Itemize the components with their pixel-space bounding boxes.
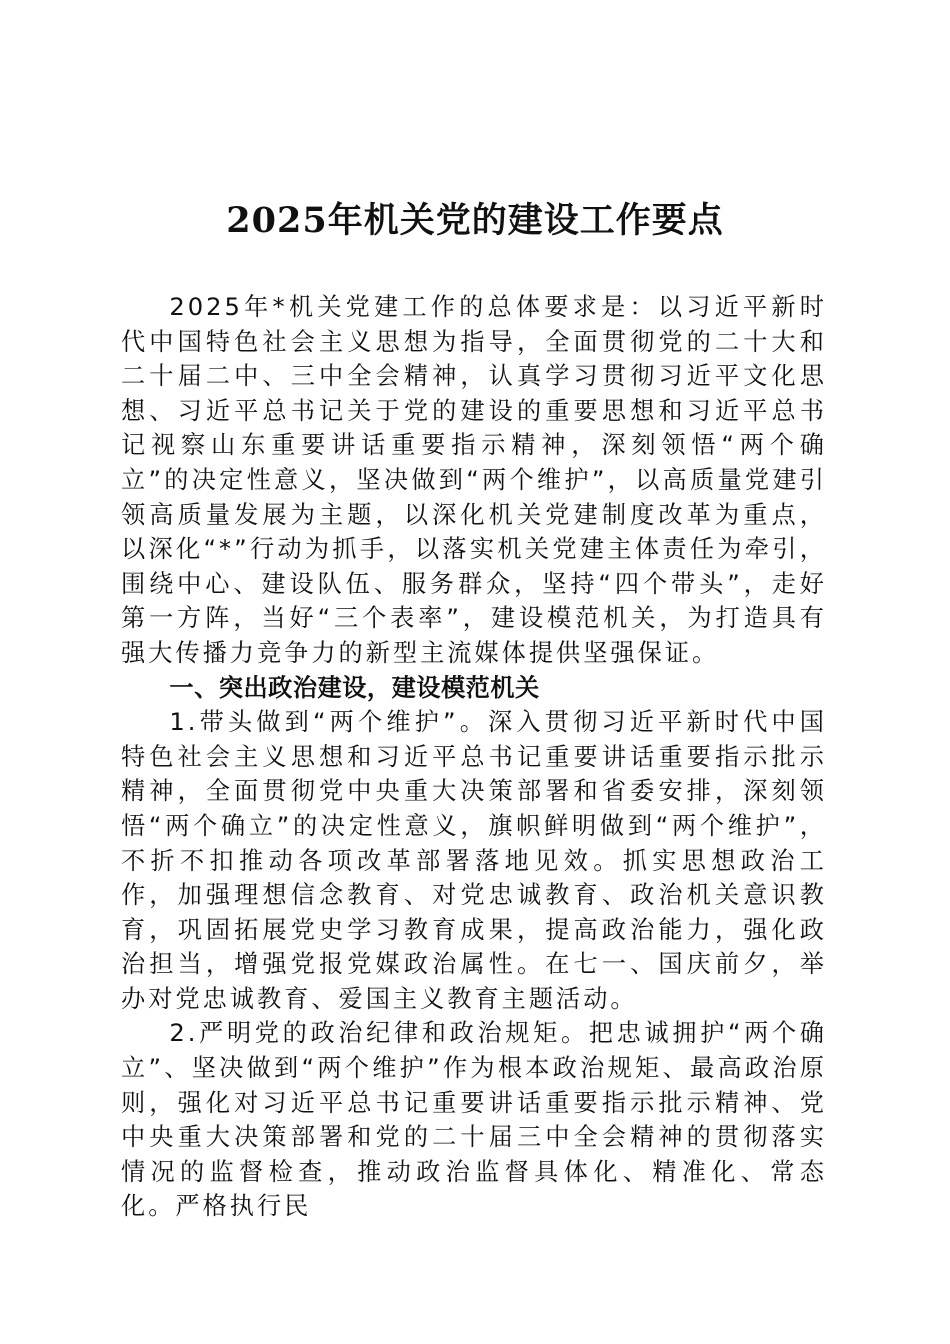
- document-title: 2025年机关党的建设工作要点: [226, 200, 724, 241]
- item-paragraph-1: 1.带头做到“两个维护”。深入贯彻习近平新时代中国特色社会主义思想和习近平总书记重要讲话重要指示批示精神，全面贯彻党中央重大决策部署和省委安排，深刻领悟“两个确立”的决定性意义，旗帜鲜明做到“两个维护”，不折不扣推动各项改革部署落地见效。抓实思想政治工作，加强理想信念教育、对党忠诚教育、政治机关意识教育，巩固拓展党史学习教育成果，提高政治能力，强化政治担当，增强党报党媒政治属性。在七一、国庆前夕，举办对党忠诚教育、爱国主义教育主题活动。: [121, 708, 827, 1013]
- section-heading: 一、突出政治建设，建设模范机关: [169, 673, 540, 702]
- intro-paragraph: 2025年*机关党建工作的总体要求是：以习近平新时代中国特色社会主义思想为指导，全面贯彻党的二十大和二十届二中、三中全会精神，认真学习贯彻习近平文化思想、习近平总书记关于党的建设的重要思想和习近平总书记视察山东重要讲话重要指示精神，深刻领悟“两个确立”的决定性意义，坚决做到“两个维护”，以高质量党建引领高质量发展为主题，以深化机关党建制度改革为重点，以深化“*”行动为抓手，以落实机关党建主体责任为牵引，围绕中心、建设队伍、服务群众，坚持“四个带头”，走好第一方阵，当好“三个表率”，建设模范机关，为打造具有强大传播力竞争力的新型主流媒体提供坚强保证。: [121, 293, 827, 667]
- item-paragraph-2: 2.严明党的政治纪律和政治规矩。把忠诚拥护“两个确立”、坚决做到“两个维护”作为根本政治规矩、最高政治原则，强化对习近平总书记重要讲话重要指示批示精神、党中央重大决策部署和党的二十届三中全会精神的贯彻落实情况的监督检查，推动政治监督具体化、精准化、常态化。严格执行民: [121, 1019, 827, 1221]
- document-body: [121, 290, 827, 1224]
